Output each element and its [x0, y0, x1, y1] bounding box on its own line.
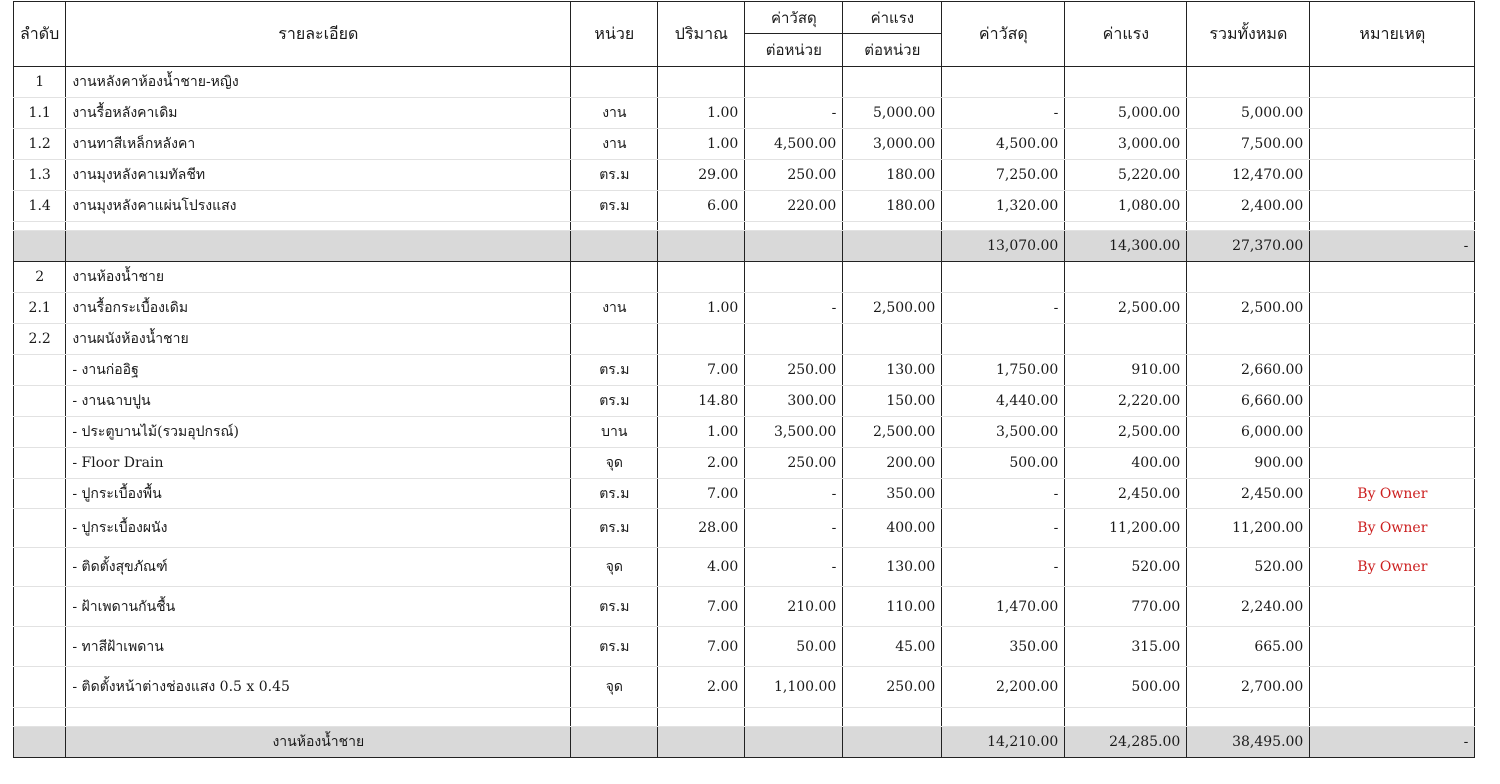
row-seq-cell: 2.1	[14, 293, 66, 324]
row-material-cell: -	[942, 548, 1065, 587]
row-labor-per-unit-cell	[843, 222, 942, 231]
row-total-cell: 2,240.00	[1187, 587, 1310, 627]
row-total-cell: 2,500.00	[1187, 293, 1310, 324]
table-row	[14, 627, 1475, 667]
row-seq-cell	[14, 355, 66, 386]
row-detail-cell: - ฝ้าเพดานกันชื้น	[66, 587, 571, 627]
row-qty-cell	[658, 262, 745, 293]
row-labor-per-unit-cell: 2,500.00	[843, 417, 942, 448]
row-labor-cell: 2,500.00	[1065, 417, 1187, 448]
row-material-cell: 350.00	[942, 627, 1065, 667]
row-material-per-unit-cell	[745, 67, 843, 98]
row-remark-cell	[1310, 355, 1475, 386]
row-remark-cell	[1310, 160, 1475, 191]
row-labor-per-unit-cell: 180.00	[843, 191, 942, 222]
row-total-cell: 38,495.00	[1187, 727, 1310, 758]
row-unit-cell	[571, 231, 658, 262]
row-material-cell: 1,470.00	[942, 587, 1065, 627]
row-remark-cell	[1310, 129, 1475, 160]
row-labor-cell: 770.00	[1065, 587, 1187, 627]
row-material-per-unit-cell	[745, 727, 843, 758]
row-unit-cell: ตร.ม	[571, 160, 658, 191]
header-total: รวมทั้งหมด	[1187, 2, 1310, 67]
row-qty-cell: 2.00	[658, 448, 745, 479]
row-unit-cell	[571, 222, 658, 231]
row-labor-cell: 1,080.00	[1065, 191, 1187, 222]
row-remark-cell	[1310, 417, 1475, 448]
row-qty-cell	[658, 222, 745, 231]
row-total-cell: 2,400.00	[1187, 191, 1310, 222]
row-material-per-unit-cell: 210.00	[745, 587, 843, 627]
row-detail-cell: - ปูกระเบื้องพื้น	[66, 479, 571, 509]
row-labor-per-unit-cell: 200.00	[843, 448, 942, 479]
table-row	[14, 324, 1475, 355]
row-unit-cell	[571, 67, 658, 98]
row-unit-cell	[571, 262, 658, 293]
table-row	[14, 386, 1475, 417]
row-qty-cell: 1.00	[658, 417, 745, 448]
row-material-cell: 7,250.00	[942, 160, 1065, 191]
row-seq-cell	[14, 222, 66, 231]
row-labor-per-unit-cell: 110.00	[843, 587, 942, 627]
row-seq-cell	[14, 587, 66, 627]
row-remark-cell	[1310, 708, 1475, 727]
row-qty-cell: 7.00	[658, 479, 745, 509]
row-detail-cell: งานมุงหลังคาแผ่นโปรงแสง	[66, 191, 571, 222]
row-material-per-unit-cell	[745, 708, 843, 727]
row-material-per-unit-cell: -	[745, 98, 843, 129]
header-unit: หน่วย	[571, 2, 658, 67]
row-qty-cell	[658, 231, 745, 262]
row-unit-cell: ตร.ม	[571, 509, 658, 548]
row-labor-per-unit-cell: 250.00	[843, 667, 942, 708]
row-seq-cell	[14, 667, 66, 708]
row-labor-per-unit-cell: 2,500.00	[843, 293, 942, 324]
table-row	[14, 262, 1475, 293]
row-material-cell: 3,500.00	[942, 417, 1065, 448]
row-labor-cell: 520.00	[1065, 548, 1187, 587]
row-total-cell: 5,000.00	[1187, 98, 1310, 129]
row-detail-cell: งานห้องน้ำชาย	[66, 727, 571, 758]
row-remark-cell	[1310, 324, 1475, 355]
row-labor-cell: 400.00	[1065, 448, 1187, 479]
row-total-cell: 11,200.00	[1187, 509, 1310, 548]
row-remark-cell	[1310, 67, 1475, 98]
row-labor-cell: 315.00	[1065, 627, 1187, 667]
row-remark-cell	[1310, 386, 1475, 417]
row-labor-cell: 2,450.00	[1065, 479, 1187, 509]
row-labor-per-unit-cell: 45.00	[843, 627, 942, 667]
row-material-cell: -	[942, 98, 1065, 129]
row-remark-cell	[1310, 293, 1475, 324]
row-remark-cell	[1310, 262, 1475, 293]
row-unit-cell: จุด	[571, 548, 658, 587]
row-material-cell: 500.00	[942, 448, 1065, 479]
row-qty-cell: 4.00	[658, 548, 745, 587]
row-total-cell: 27,370.00	[1187, 231, 1310, 262]
row-seq-cell	[14, 708, 66, 727]
row-material-cell	[942, 708, 1065, 727]
row-detail-cell: งานทาสีเหล็กหลังคา	[66, 129, 571, 160]
row-unit-cell	[571, 324, 658, 355]
row-material-per-unit-cell: -	[745, 548, 843, 587]
row-labor-per-unit-cell	[843, 727, 942, 758]
row-qty-cell: 29.00	[658, 160, 745, 191]
table-row	[14, 587, 1475, 627]
row-seq-cell	[14, 509, 66, 548]
header-qty: ปริมาณ	[658, 2, 745, 67]
row-material-cell: -	[942, 479, 1065, 509]
row-unit-cell: ตร.ม	[571, 386, 658, 417]
row-seq-cell	[14, 727, 66, 758]
row-detail-cell: - ทาสีฝ้าเพดาน	[66, 627, 571, 667]
row-total-cell: 2,660.00	[1187, 355, 1310, 386]
header-seq: ลำดับ	[14, 2, 66, 67]
row-unit-cell	[571, 727, 658, 758]
row-unit-cell: ตร.ม	[571, 479, 658, 509]
row-labor-per-unit-cell: 130.00	[843, 355, 942, 386]
row-labor-cell: 910.00	[1065, 355, 1187, 386]
table-row	[14, 548, 1475, 587]
row-material-cell: 1,320.00	[942, 191, 1065, 222]
header-labor: ค่าแรง	[1065, 2, 1187, 67]
row-labor-cell: 24,285.00	[1065, 727, 1187, 758]
row-unit-cell: จุด	[571, 667, 658, 708]
row-labor-per-unit-cell	[843, 324, 942, 355]
row-unit-cell: งาน	[571, 98, 658, 129]
row-unit-cell: งาน	[571, 129, 658, 160]
row-labor-per-unit-cell	[843, 708, 942, 727]
row-detail-cell: งานผนังห้องน้ำชาย	[66, 324, 571, 355]
row-detail-cell: งานรื้อกระเบื้องเดิม	[66, 293, 571, 324]
row-labor-cell: 5,000.00	[1065, 98, 1187, 129]
row-material-per-unit-cell: 250.00	[745, 160, 843, 191]
row-material-per-unit-cell	[745, 262, 843, 293]
row-remark-cell: By Owner	[1310, 509, 1475, 548]
row-material-cell: 14,210.00	[942, 727, 1065, 758]
row-material-per-unit-cell: 250.00	[745, 448, 843, 479]
row-labor-per-unit-cell: 400.00	[843, 509, 942, 548]
row-remark-cell: By Owner	[1310, 479, 1475, 509]
row-labor-per-unit-cell: 150.00	[843, 386, 942, 417]
row-qty-cell	[658, 324, 745, 355]
table-row	[14, 355, 1475, 386]
row-detail-cell	[66, 222, 571, 231]
row-detail-cell: - ปูกระเบื้องผนัง	[66, 509, 571, 548]
spacer-row	[14, 708, 1475, 727]
row-seq-cell	[14, 386, 66, 417]
row-detail-cell: งานห้องน้ำชาย	[66, 262, 571, 293]
row-labor-cell: 2,500.00	[1065, 293, 1187, 324]
row-material-per-unit-cell: 1,100.00	[745, 667, 843, 708]
row-remark-cell	[1310, 627, 1475, 667]
row-unit-cell: ตร.ม	[571, 627, 658, 667]
table-row	[14, 129, 1475, 160]
row-material-per-unit-cell	[745, 222, 843, 231]
row-seq-cell	[14, 448, 66, 479]
row-material-cell	[942, 324, 1065, 355]
row-labor-cell: 3,000.00	[1065, 129, 1187, 160]
row-material-cell	[942, 222, 1065, 231]
row-material-per-unit-cell: -	[745, 479, 843, 509]
table-row	[14, 293, 1475, 324]
row-qty-cell: 14.80	[658, 386, 745, 417]
row-unit-cell: ตร.ม	[571, 191, 658, 222]
row-qty-cell	[658, 708, 745, 727]
row-seq-cell: 1.4	[14, 191, 66, 222]
table-row	[14, 160, 1475, 191]
row-total-cell	[1187, 67, 1310, 98]
row-seq-cell: 1	[14, 67, 66, 98]
row-remark-cell	[1310, 98, 1475, 129]
row-total-cell	[1187, 708, 1310, 727]
row-remark-cell	[1310, 222, 1475, 231]
row-labor-per-unit-cell	[843, 231, 942, 262]
row-material-per-unit-cell: -	[745, 293, 843, 324]
row-material-cell: 4,440.00	[942, 386, 1065, 417]
row-detail-cell	[66, 708, 571, 727]
row-material-cell: 1,750.00	[942, 355, 1065, 386]
row-seq-cell: 1.1	[14, 98, 66, 129]
row-qty-cell: 1.00	[658, 129, 745, 160]
row-labor-cell	[1065, 67, 1187, 98]
table-row	[14, 67, 1475, 98]
row-material-cell	[942, 67, 1065, 98]
row-total-cell: 520.00	[1187, 548, 1310, 587]
row-detail-cell: - ประตูบานไม้(รวมอุปกรณ์)	[66, 417, 571, 448]
table-row	[14, 509, 1475, 548]
row-material-cell: 13,070.00	[942, 231, 1065, 262]
row-total-cell	[1187, 222, 1310, 231]
row-seq-cell: 1.3	[14, 160, 66, 191]
table-header	[14, 2, 1475, 67]
row-detail-cell: - ติดตั้งหน้าต่างช่องแสง 0.5 x 0.45	[66, 667, 571, 708]
row-labor-cell: 11,200.00	[1065, 509, 1187, 548]
row-material-per-unit-cell: 300.00	[745, 386, 843, 417]
subtotal-row	[14, 231, 1475, 262]
row-remark-cell	[1310, 587, 1475, 627]
row-material-per-unit-cell: -	[745, 509, 843, 548]
header-labor-per-unit-top: ค่าแรง	[843, 2, 942, 34]
table-row	[14, 448, 1475, 479]
row-labor-cell: 500.00	[1065, 667, 1187, 708]
row-total-cell: 6,000.00	[1187, 417, 1310, 448]
row-material-cell: -	[942, 509, 1065, 548]
row-qty-cell	[658, 727, 745, 758]
row-detail-cell: - ติดตั้งสุขภัณฑ์	[66, 548, 571, 587]
row-qty-cell	[658, 67, 745, 98]
row-material-per-unit-cell: 3,500.00	[745, 417, 843, 448]
row-labor-cell	[1065, 708, 1187, 727]
row-total-cell: 900.00	[1187, 448, 1310, 479]
row-unit-cell: งาน	[571, 293, 658, 324]
row-seq-cell	[14, 479, 66, 509]
row-remark-cell: -	[1310, 231, 1475, 262]
row-total-cell	[1187, 262, 1310, 293]
subtotal-row	[14, 727, 1475, 758]
row-labor-per-unit-cell: 130.00	[843, 548, 942, 587]
row-remark-cell	[1310, 191, 1475, 222]
row-seq-cell	[14, 417, 66, 448]
row-qty-cell: 2.00	[658, 667, 745, 708]
row-remark-cell: By Owner	[1310, 548, 1475, 587]
row-material-cell: 2,200.00	[942, 667, 1065, 708]
row-material-per-unit-cell: 220.00	[745, 191, 843, 222]
row-labor-cell: 14,300.00	[1065, 231, 1187, 262]
row-total-cell: 665.00	[1187, 627, 1310, 667]
row-unit-cell: ตร.ม	[571, 587, 658, 627]
row-labor-cell	[1065, 262, 1187, 293]
row-labor-cell: 5,220.00	[1065, 160, 1187, 191]
row-material-cell: -	[942, 293, 1065, 324]
row-detail-cell: งานรื้อหลังคาเดิม	[66, 98, 571, 129]
row-detail-cell: - งานก่ออิฐ	[66, 355, 571, 386]
row-material-cell: 4,500.00	[942, 129, 1065, 160]
row-total-cell: 2,700.00	[1187, 667, 1310, 708]
row-qty-cell: 7.00	[658, 587, 745, 627]
row-detail-cell: งานหลังคาห้องน้ำชาย-หญิง	[66, 67, 571, 98]
row-qty-cell: 1.00	[658, 98, 745, 129]
row-qty-cell: 28.00	[658, 509, 745, 548]
row-unit-cell: บาน	[571, 417, 658, 448]
row-material-per-unit-cell: 4,500.00	[745, 129, 843, 160]
row-total-cell: 7,500.00	[1187, 129, 1310, 160]
row-total-cell: 2,450.00	[1187, 479, 1310, 509]
row-labor-cell	[1065, 324, 1187, 355]
row-remark-cell	[1310, 667, 1475, 708]
row-labor-per-unit-cell: 180.00	[843, 160, 942, 191]
header-material-per-unit-bottom: ต่อหน่วย	[745, 34, 843, 67]
row-labor-per-unit-cell: 3,000.00	[843, 129, 942, 160]
row-seq-cell	[14, 627, 66, 667]
header-remark: หมายเหตุ	[1310, 2, 1475, 67]
row-material-cell	[942, 262, 1065, 293]
row-detail-cell: - งานฉาบปูน	[66, 386, 571, 417]
row-seq-cell	[14, 231, 66, 262]
row-labor-per-unit-cell: 5,000.00	[843, 98, 942, 129]
row-seq-cell: 1.2	[14, 129, 66, 160]
row-material-per-unit-cell: 250.00	[745, 355, 843, 386]
row-total-cell	[1187, 324, 1310, 355]
spacer-row	[14, 222, 1475, 231]
row-qty-cell: 1.00	[658, 293, 745, 324]
cost-estimate-table	[13, 1, 1475, 758]
table-row	[14, 191, 1475, 222]
row-unit-cell: จุด	[571, 448, 658, 479]
row-material-per-unit-cell	[745, 231, 843, 262]
row-detail-cell	[66, 231, 571, 262]
table-body	[14, 67, 1475, 758]
row-total-cell: 12,470.00	[1187, 160, 1310, 191]
row-detail-cell: - Floor Drain	[66, 448, 571, 479]
table-row	[14, 667, 1475, 708]
row-remark-cell: -	[1310, 727, 1475, 758]
row-unit-cell	[571, 708, 658, 727]
row-material-per-unit-cell: 50.00	[745, 627, 843, 667]
header-detail: รายละเอียด	[66, 2, 571, 67]
row-unit-cell: ตร.ม	[571, 355, 658, 386]
row-labor-per-unit-cell	[843, 262, 942, 293]
row-remark-cell	[1310, 448, 1475, 479]
row-seq-cell	[14, 548, 66, 587]
row-qty-cell: 6.00	[658, 191, 745, 222]
row-labor-cell: 2,220.00	[1065, 386, 1187, 417]
row-qty-cell: 7.00	[658, 627, 745, 667]
row-material-per-unit-cell	[745, 324, 843, 355]
row-labor-cell	[1065, 222, 1187, 231]
row-labor-per-unit-cell	[843, 67, 942, 98]
row-seq-cell: 2.2	[14, 324, 66, 355]
row-detail-cell: งานมุงหลังคาเมทัลชีท	[66, 160, 571, 191]
header-material: ค่าวัสดุ	[942, 2, 1065, 67]
row-qty-cell: 7.00	[658, 355, 745, 386]
header-labor-per-unit-bottom: ต่อหน่วย	[843, 34, 942, 67]
row-labor-per-unit-cell: 350.00	[843, 479, 942, 509]
row-total-cell: 6,660.00	[1187, 386, 1310, 417]
row-seq-cell: 2	[14, 262, 66, 293]
header-material-per-unit-top: ค่าวัสดุ	[745, 2, 843, 34]
table-row	[14, 98, 1475, 129]
table-row	[14, 417, 1475, 448]
table-row	[14, 479, 1475, 509]
